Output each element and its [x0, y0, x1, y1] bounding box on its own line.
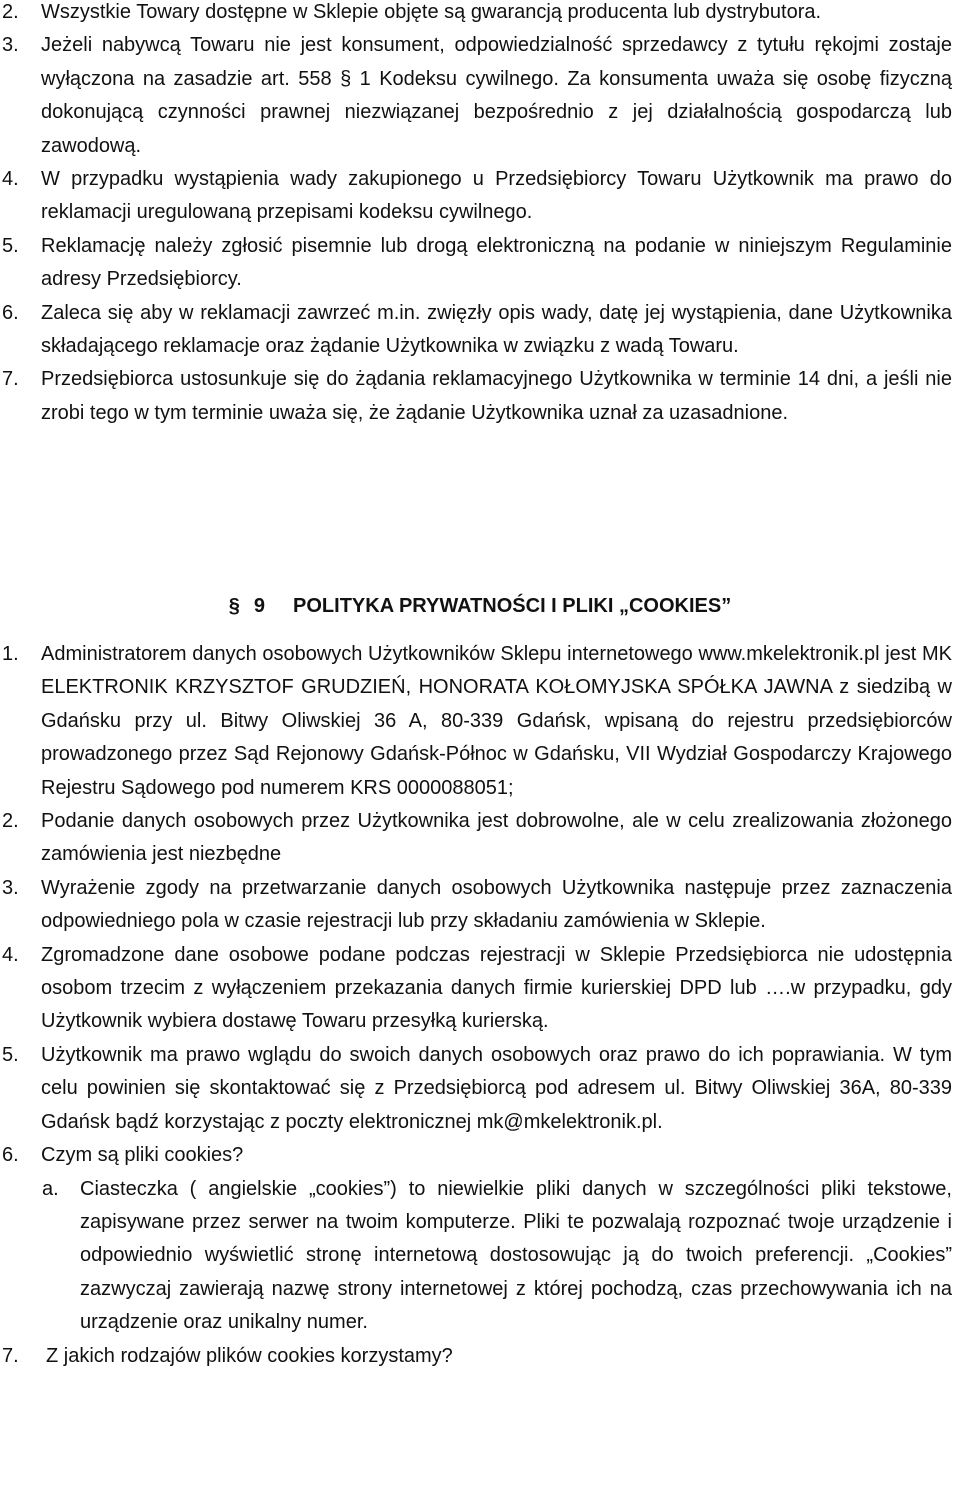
list-item	[0, 1039, 960, 1139]
section-number: 9	[253, 595, 266, 617]
section-heading	[0, 588, 960, 624]
paragraph-symbol: §	[228, 595, 240, 617]
item-text: Zaleca się aby w reklamacji zawrzeć m.in. zwięzły opis wady, datę jej wystąpienia, dane Użytkownika składającego reklamacje oraz żądanie Użytkownika w związku z wadą Towaru.	[41, 301, 952, 358]
sub-item-text: Ciasteczka ( angielskie „cookies”) to niewielkie pliki danych w szczególności pliki tekstowe, zapisywane przez serwer na twoim komputerze. Pliki te pozwalają rozpoznać twoje urządzenie i odpowiednio wyświetlić stronę internetową dostosowując ją do twoich preferencji. „Cookies” zazwyczaj zawierają nazwę strony internetowej z której pochodzą, czas przechowywania ich na urządzenie oraz unikalny numer.	[80, 1177, 952, 1334]
complaints-section	[0, 0, 960, 430]
item-text: Przedsiębiorca ustosunkuje się do żądania reklamacyjnego Użytkownika w terminie 14 dni, a jeśli nie zrobi tego w tym terminie uważa się, że żądanie Użytkownika uznał za uzasadnione.	[41, 368, 952, 424]
item-number: 5.	[2, 234, 19, 257]
item-text: W przypadku wystąpienia wady zakupionego u Przedsiębiorcy Towaru Użytkownik ma prawo do reklamacji uregulowaną przepisami kodeksu cywilnego.	[41, 168, 952, 224]
item-number: 4.	[2, 168, 19, 191]
item-text: Czym są pliki cookies?	[41, 1144, 244, 1167]
list-item	[0, 939, 960, 1039]
list-item	[0, 163, 960, 230]
list-item	[0, 1340, 960, 1373]
item-text: Zgromadzone dane osobowe podane podczas rejestracji w Sklepie Przedsiębiorca nie udostępnia osobom trzecim z wyłączeniem przekazania danych firmie kurierskiej DPD lub ….w przypadku, gdy Użytkownik wybiera dostawę Towaru przesyłką kurierską.	[41, 943, 952, 1033]
item-text: Użytkownik ma prawo wglądu do swoich danych osobowych oraz prawo do ich poprawiania. W tym celu powinien się skontaktować się z Przedsiębiorcą pod adresem ul. Bitwy Oliwskiej 36A, 80-339 Gdańsk bądź korzystając z poczty elektronicznej mk@mkelektronik.pl.	[41, 1043, 952, 1133]
item-number: 7.	[2, 1344, 19, 1367]
item-number: 6.	[2, 1144, 19, 1167]
item-number: 7.	[2, 368, 19, 391]
item-number: 3.	[2, 34, 19, 57]
privacy-section	[0, 638, 960, 1373]
list-item	[0, 1139, 960, 1172]
item-text: Wyrażenie zgody na przetwarzanie danych osobowych Użytkownika następuje przez zaznaczenia odpowiedniego pola w czasie rejestracji lub przy składaniu zamówienia w Sklepie.	[41, 876, 952, 933]
list-item	[0, 363, 960, 430]
item-number: 2.	[2, 810, 19, 833]
item-text: Administratorem danych osobowych Użytkowników Sklepu internetowego www.mkelektronik.pl jest MK ELEKTRONIK KRZYSZTOF GRUDZIEŃ, HONORATA KOŁOMYJSKA SPÓŁKA JAWNA z siedzibą w Gdańsku przy ul. Bitwy Oliwskiej 36 A, 80-339 Gdańsk, wpisaną do rejestru przedsiębiorców prowadzonego przez Sąd Rejonowy Gdańsk-Północ w Gdańsku, VII Wydział Gospodarczy Krajowego Rejestru Sądowego pod numerem KRS 0000088051;	[41, 643, 952, 799]
item-text: Podanie danych osobowych przez Użytkownika jest dobrowolne, ale w celu zrealizowania złożonego zamówienia jest niezbędne	[41, 810, 952, 866]
item-text: Jeżeli nabywcą Towaru nie jest konsument, odpowiedzialność sprzedawcy z tytułu rękojmi zostaje wyłączona na zasadzie art. 558 § 1 Kodeksu cywilnego. Za konsumenta uważa się osobę fizyczną dokonującą czynności prawnej niezwiązanej bezpośrednio z jej działalnością gospodarczą lub zawodową.	[41, 34, 952, 157]
item-text: Z jakich rodzajów plików cookies korzystamy?	[46, 1344, 453, 1367]
list-item	[0, 805, 960, 872]
sub-list-item	[0, 1173, 960, 1340]
item-text: Reklamację należy zgłosić pisemnie lub drogą elektroniczną na podanie w niniejszym Regulaminie adresy Przedsiębiorcy.	[41, 234, 952, 291]
item-number: 5.	[2, 1043, 19, 1066]
list-item	[0, 230, 960, 297]
list-item	[0, 297, 960, 364]
item-number: 3.	[2, 876, 19, 899]
list-item	[0, 872, 960, 939]
item-number: 1.	[2, 643, 19, 665]
item-number: 6.	[2, 301, 19, 324]
item-number: 4.	[2, 943, 19, 966]
section-title: POLITYKA PRYWATNOŚCI I PLIKI „COOKIES”	[293, 595, 732, 617]
list-item	[0, 0, 960, 29]
item-text: Wszystkie Towary dostępne w Sklepie objęte są gwarancją producenta lub dystrybutora.	[41, 1, 822, 23]
list-item	[0, 638, 960, 805]
item-number: 2.	[2, 1, 19, 23]
list-item	[0, 29, 960, 163]
sub-item-letter: a.	[42, 1177, 59, 1200]
